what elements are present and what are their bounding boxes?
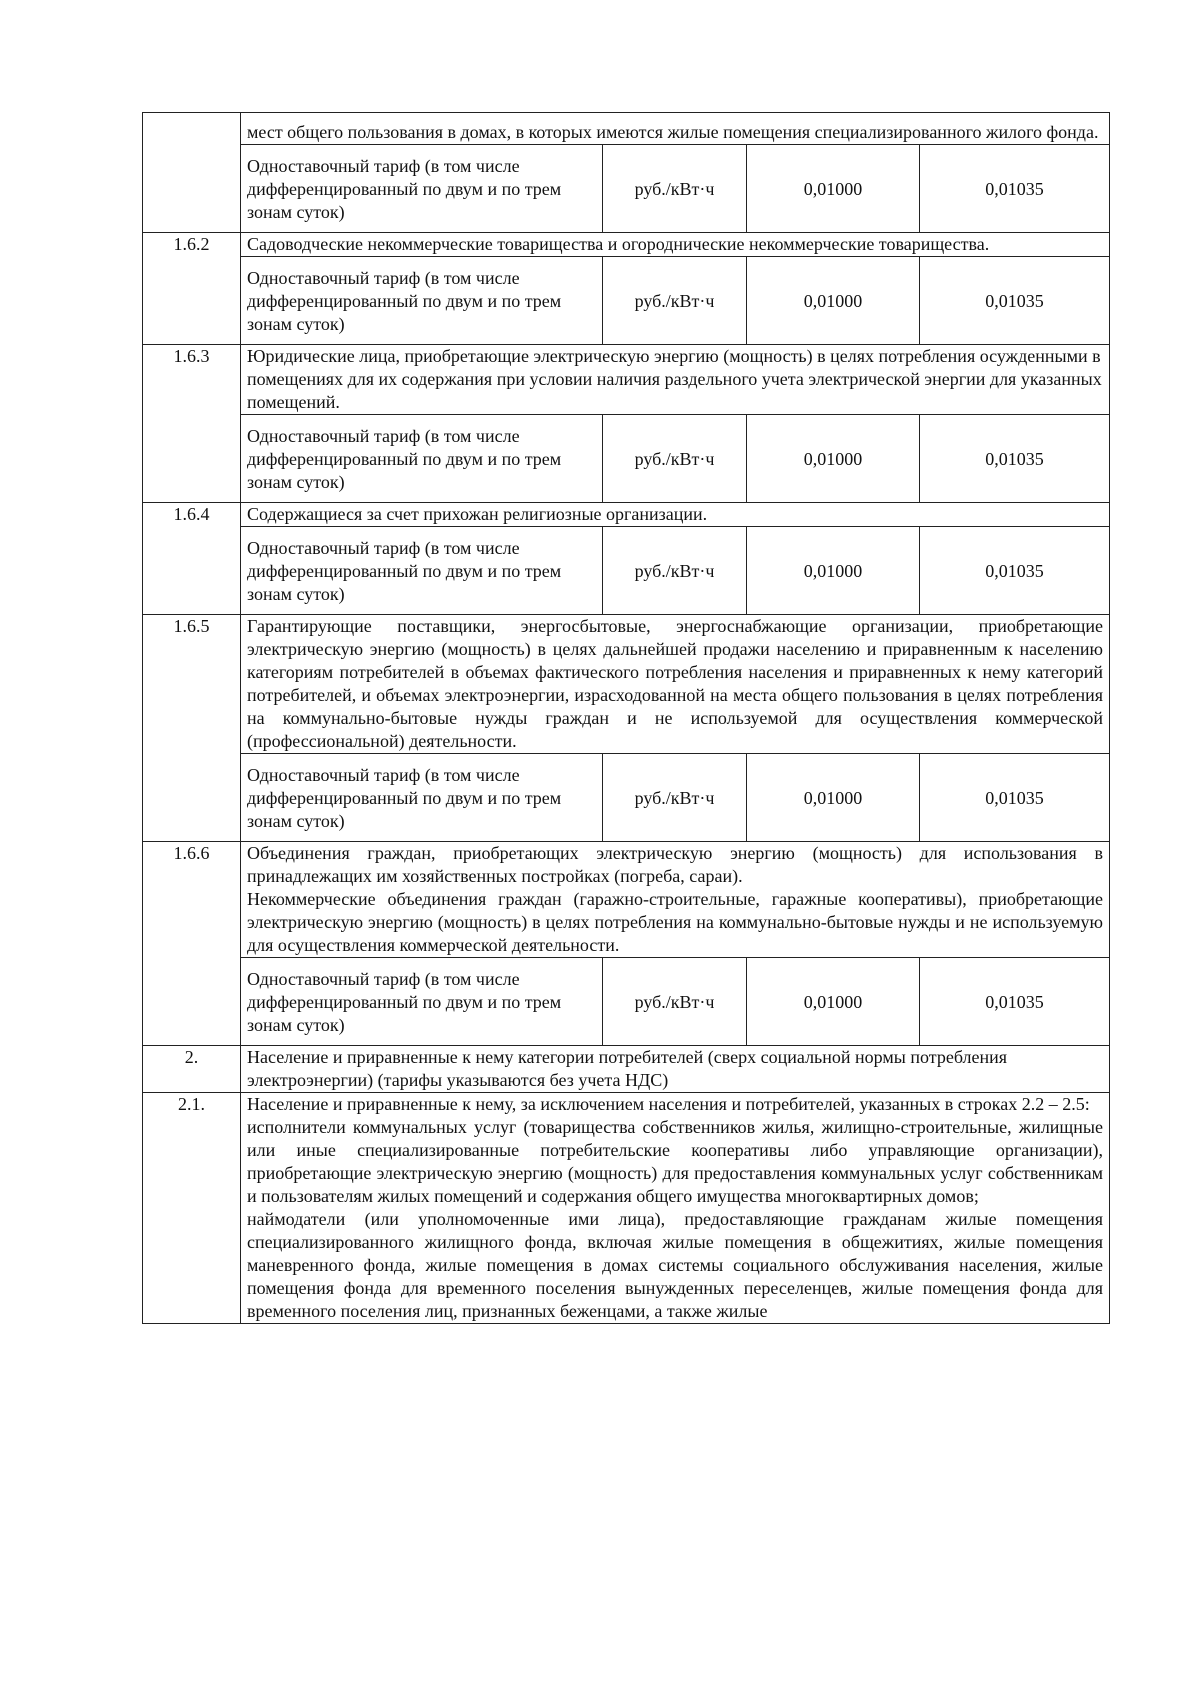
row-number: 1.6.5 — [143, 615, 241, 842]
category-description — [241, 233, 1110, 257]
row-number: 1.6.4 — [143, 503, 241, 615]
tariff-table — [142, 112, 1110, 1324]
rate-unit: руб./кВт·ч — [603, 145, 747, 233]
rate-row — [143, 145, 1110, 233]
rate-row — [143, 527, 1110, 615]
rate-value-second: 0,01035 — [920, 527, 1110, 615]
rate-name: Одноставочный тариф (в том числе дифференцированный по двум и по трем зонам суток) — [241, 257, 603, 345]
section-paragraph: Население и приравненные к нему, за исключением населения и потребителей, указанных в строках 2.2 – 2.5: — [247, 1094, 1090, 1114]
category-row — [143, 503, 1110, 527]
rate-value-first: 0,01000 — [747, 958, 920, 1046]
tariff-table-body — [143, 113, 1110, 1324]
rate-value-first: 0,01000 — [747, 415, 920, 503]
category-row — [143, 842, 1110, 958]
rate-name: Одноставочный тариф (в том числе дифференцированный по двум и по трем зонам суток) — [241, 958, 603, 1046]
category-paragraph: Юридические лица, приобретающие электрическую энергию (мощность) в целях потребления осужденными в помещениях для их содержания при условии наличия раздельного учета электрической энергии для указанных помещений. — [247, 346, 1102, 412]
section-row — [143, 1046, 1110, 1093]
row-number: 1.6.6 — [143, 842, 241, 1046]
rate-row — [143, 958, 1110, 1046]
rate-value-first: 0,01000 — [747, 145, 920, 233]
row-number: 1.6.3 — [143, 345, 241, 503]
rate-row — [143, 415, 1110, 503]
row-number: 1.6.2 — [143, 233, 241, 345]
section-paragraph: наймодатели (или уполномоченные ими лица), предоставляющие гражданам жилые помещения специализированного жилищного фонда, включая жилые помещения в общежитиях, жилые помещения маневренного фонда, жилые помещения в домах системы социального обслуживания населения, жилые помещения фонда для временного поселения вынужденных переселенцев, жилые помещения фонда для временного поселения лиц, признанных беженцами, а также жилые — [247, 1209, 1104, 1321]
section-number: 2.1. — [143, 1093, 241, 1324]
rate-value-second: 0,01035 — [920, 754, 1110, 842]
rate-name: Одноставочный тариф (в том числе дифференцированный по двум и по трем зонам суток) — [241, 145, 603, 233]
section-description — [241, 1093, 1110, 1324]
rate-unit: руб./кВт·ч — [603, 257, 747, 345]
category-description — [241, 503, 1110, 527]
category-description — [241, 113, 1110, 145]
rate-value-first: 0,01000 — [747, 527, 920, 615]
row-number — [143, 113, 241, 233]
category-paragraph: Некоммерческие объединения граждан (гаражно-строительные, гаражные кооперативы), приобретающие электрическую энергию (мощность) в целях потребления на коммунально-бытовые нужды и не используемую для осуществления коммерческой деятельности. — [247, 889, 1104, 955]
section-paragraph: исполнители коммунальных услуг (товарищества собственников жилья, жилищно-строительные, жилищные или иные специализированные потребительские кооперативы либо управляющие организации), приобретающие электрическую энергию (мощность) для предоставления коммунальных услуг собственникам и пользователям жилых помещений и содержания общего имущества многоквартирных домов; — [247, 1117, 1104, 1206]
rate-unit: руб./кВт·ч — [603, 415, 747, 503]
category-description — [241, 345, 1110, 415]
rate-value-first: 0,01000 — [747, 257, 920, 345]
category-paragraph: Гарантирующие поставщики, энергосбытовые, энергоснабжающие организации, приобретающие электрическую энергию (мощность) в целях дальнейшей продажи населению и приравненным к населению категориям потребителей в объемах фактического потребления населения и приравненных к нему категорий потребителей, и объемах электроэнергии, израсходованной на места общего пользования в целях потребления на коммунально-бытовые нужды граждан и не используемой для осуществления коммерческой (профессиональной) деятельности. — [247, 616, 1104, 751]
section-row — [143, 1093, 1110, 1324]
rate-unit: руб./кВт·ч — [603, 527, 747, 615]
section-description: Население и приравненные к нему категории потребителей (сверх социальной нормы потребления электроэнергии) (тарифы указываются без учета НДС) — [241, 1046, 1110, 1093]
category-row — [143, 113, 1110, 145]
rate-value-second: 0,01035 — [920, 415, 1110, 503]
category-description — [241, 615, 1110, 754]
rate-name: Одноставочный тариф (в том числе дифференцированный по двум и по трем зонам суток) — [241, 415, 603, 503]
category-row — [143, 345, 1110, 415]
rate-name: Одноставочный тариф (в том числе дифференцированный по двум и по трем зонам суток) — [241, 527, 603, 615]
rate-row — [143, 257, 1110, 345]
category-description — [241, 842, 1110, 958]
rate-row — [143, 754, 1110, 842]
section-number: 2. — [143, 1046, 241, 1093]
category-paragraph: Содержащиеся за счет прихожан религиозные организации. — [247, 504, 708, 524]
category-row — [143, 615, 1110, 754]
category-row — [143, 233, 1110, 257]
rate-value-second: 0,01035 — [920, 958, 1110, 1046]
category-paragraph: Объединения граждан, приобретающих электрическую энергию (мощность) для использования в принадлежащих им хозяйственных постройках (погреба, сараи). — [247, 843, 1104, 886]
rate-value-second: 0,01035 — [920, 145, 1110, 233]
category-paragraph: мест общего пользования в домах, в которых имеются жилые помещения специализированного жилого фонда. — [247, 122, 1099, 142]
rate-name: Одноставочный тариф (в том числе дифференцированный по двум и по трем зонам суток) — [241, 754, 603, 842]
rate-unit: руб./кВт·ч — [603, 754, 747, 842]
rate-unit: руб./кВт·ч — [603, 958, 747, 1046]
category-paragraph: Садоводческие некоммерческие товарищества и огороднические некоммерческие товарищества. — [247, 234, 990, 254]
rate-value-second: 0,01035 — [920, 257, 1110, 345]
rate-value-first: 0,01000 — [747, 754, 920, 842]
